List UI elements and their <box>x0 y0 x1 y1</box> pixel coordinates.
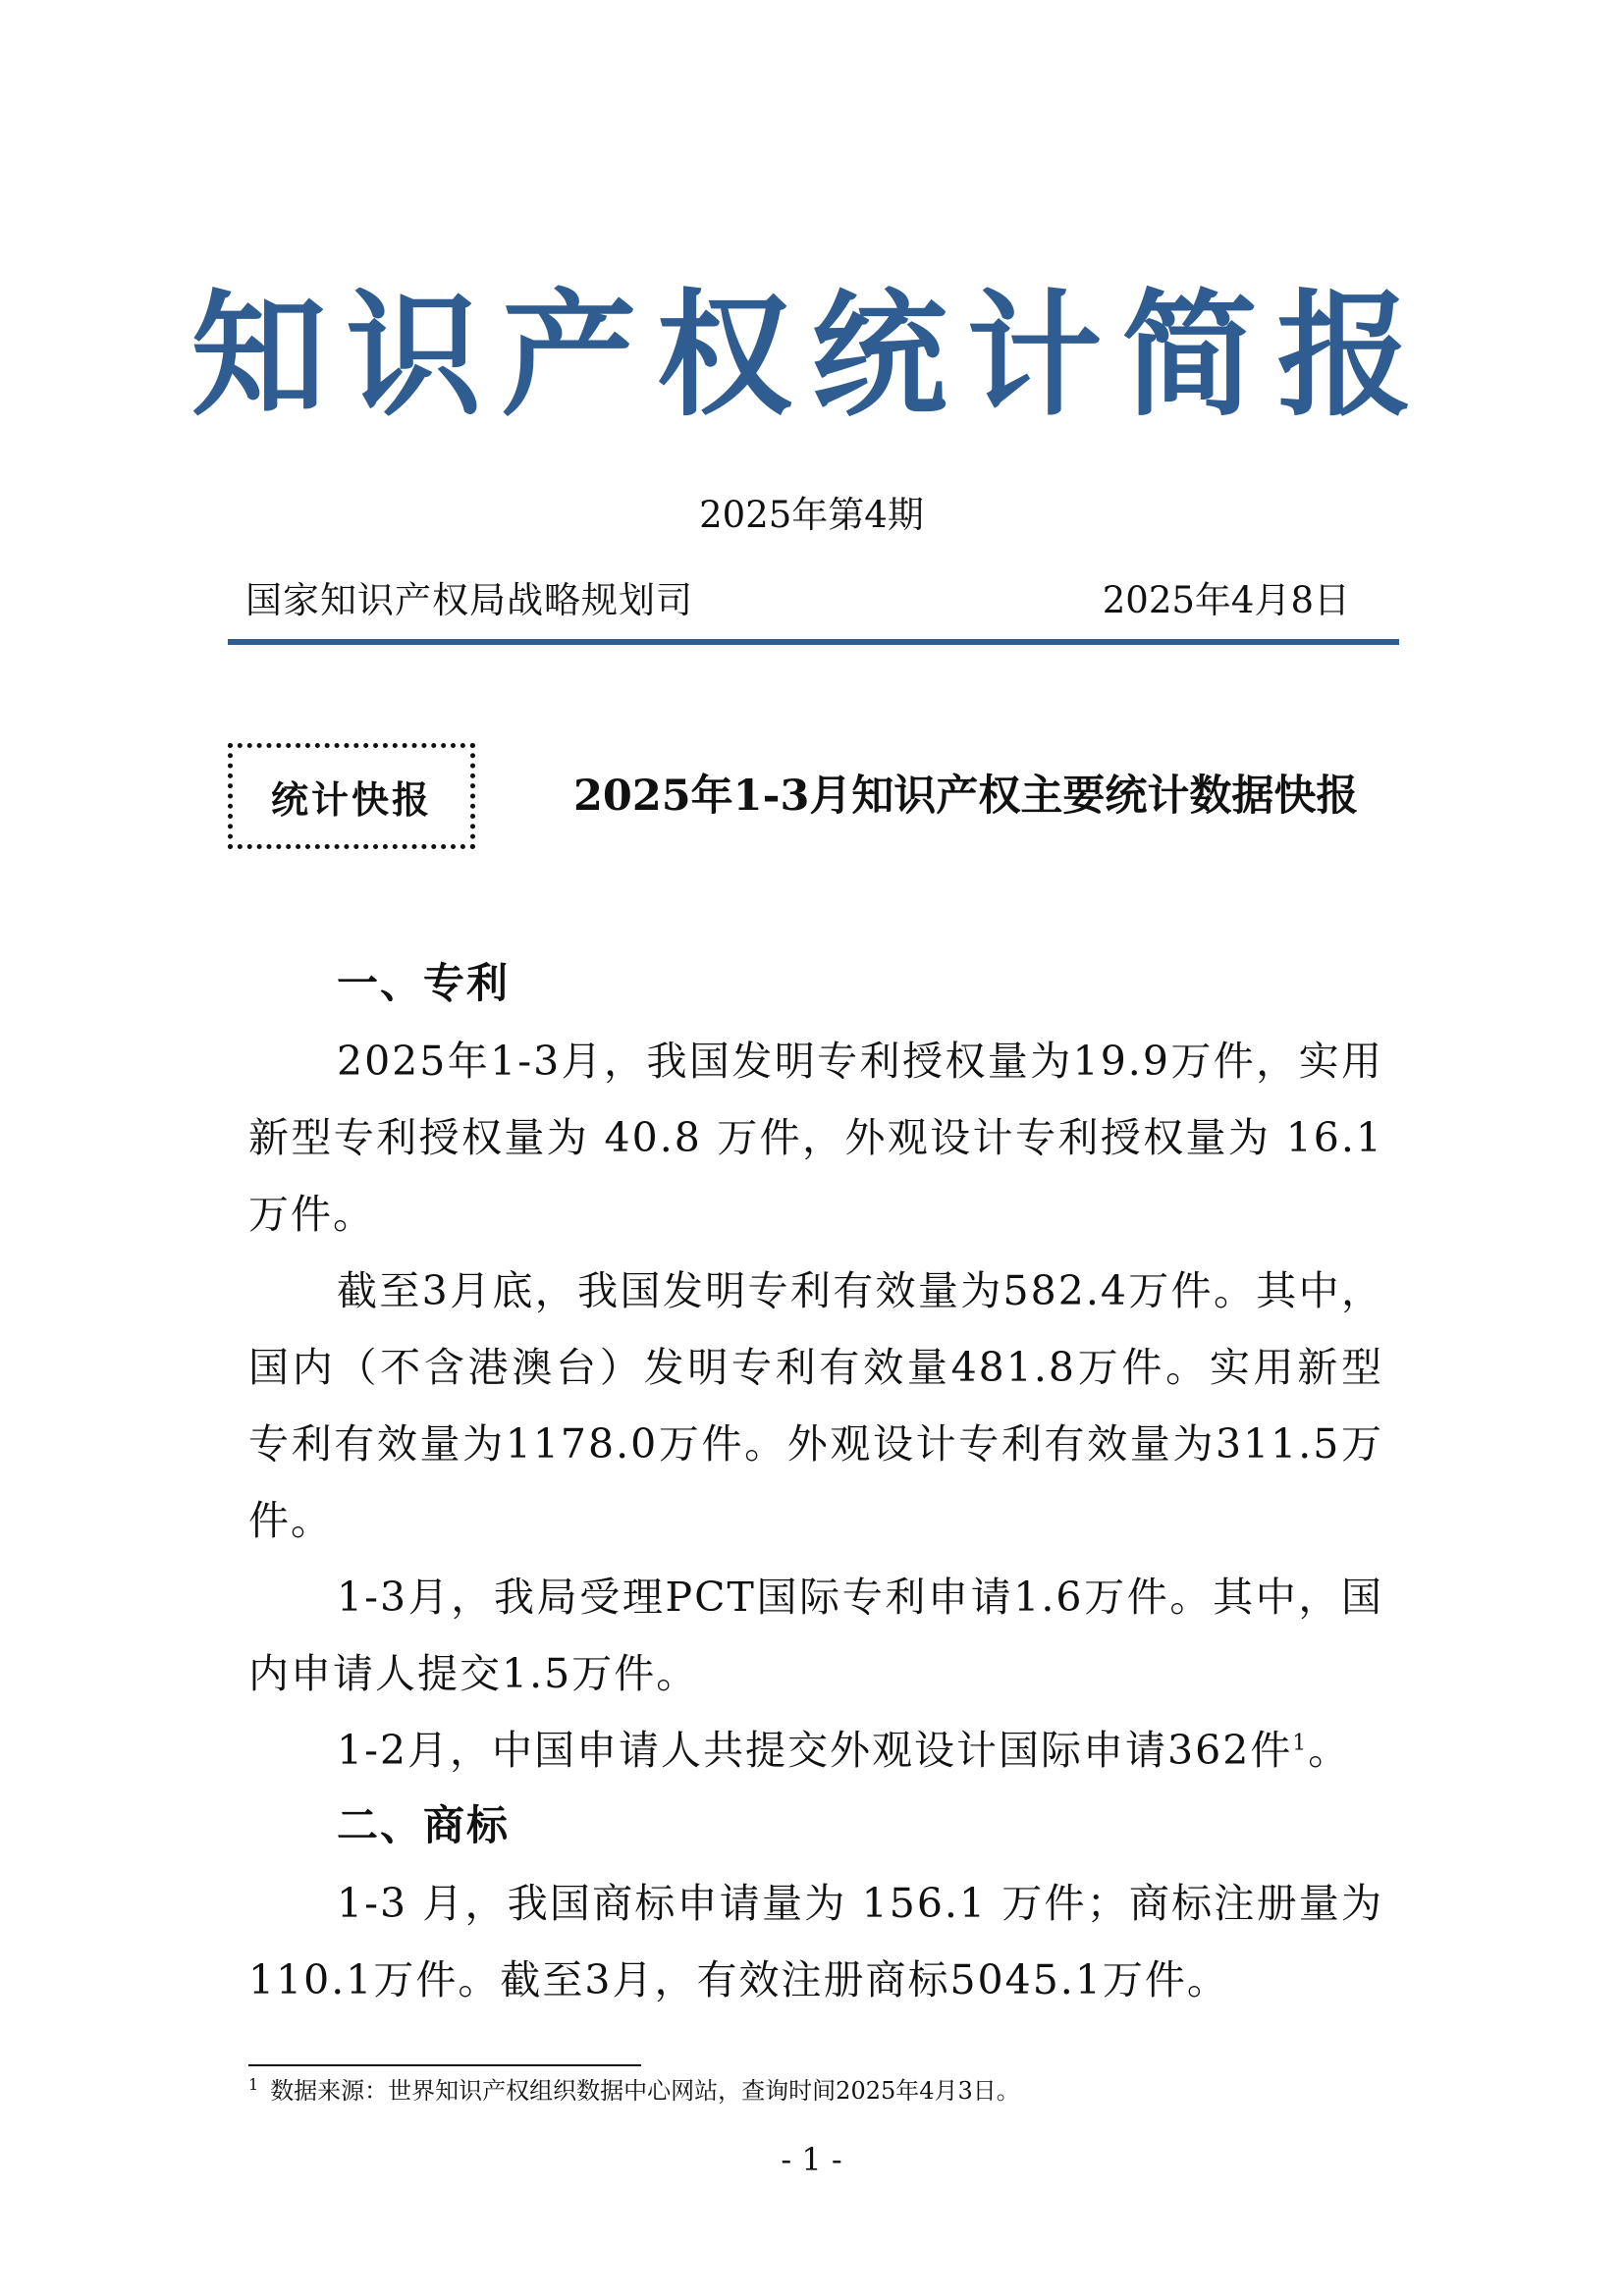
header-divider <box>228 639 1399 645</box>
section-heading-patent: 一、专利 <box>337 959 511 1007</box>
footnote-marker: 1 <box>248 2075 259 2094</box>
paragraph-pct-applications: 1-3月，我局受理PCT国际专利申请1.6万件。其中，国内申请人提交1.5万件。 <box>248 1574 1383 1697</box>
issue-number: 2025年第4期 <box>699 494 924 536</box>
paragraph-patent-grants: 2025年1-3月，我国发明专利授权量为19.9万件，实用新型专利授权量为 40.8 万件，外观设计专利授权量为 16.1 万件。 <box>248 1038 1383 1238</box>
issuing-department: 国家知识产权局战略规划司 <box>245 579 693 621</box>
page-number: - 1 - <box>781 2141 842 2178</box>
design-international-text: 1-2月，中国申请人共提交外观设计国际申请362件 <box>337 1727 1293 1774</box>
paragraph-design-international <box>248 1712 1383 1789</box>
section-heading-trademark: 二、商标 <box>337 1801 511 1849</box>
masthead-title: 知识产权统计简报 <box>190 275 1433 435</box>
footnote <box>248 2073 1020 2109</box>
footnote-text: 数据来源：世界知识产权组织数据中心网站，查询时间2025年4月3日。 <box>270 2077 1020 2105</box>
footnote-divider <box>248 2064 641 2066</box>
paragraph-patent-valid: 截至3月底，我国发明专利有效量为582.4万件。其中，国内（不含港澳台）发明专利有效量481.8万件。实用新型专利有效量为1178.0万件。外观设计专利有效量为311.5万件。 <box>248 1267 1383 1544</box>
stamp-label: 统计快报 <box>270 777 432 822</box>
bulletin-stamp <box>228 743 475 849</box>
publication-date: 2025年4月8日 <box>1102 579 1350 621</box>
paragraph-trademark: 1-3 月，我国商标申请量为 156.1 万件；商标注册量为110.1万件。截至3月，有效注册商标5045.1万件。 <box>248 1880 1383 2003</box>
design-international-end: 。 <box>1308 1727 1351 1774</box>
footnote-ref[interactable]: 1 <box>1292 1731 1309 1756</box>
bulletin-title: 2025年1-3月知识产权主要统计数据快报 <box>573 772 1359 821</box>
